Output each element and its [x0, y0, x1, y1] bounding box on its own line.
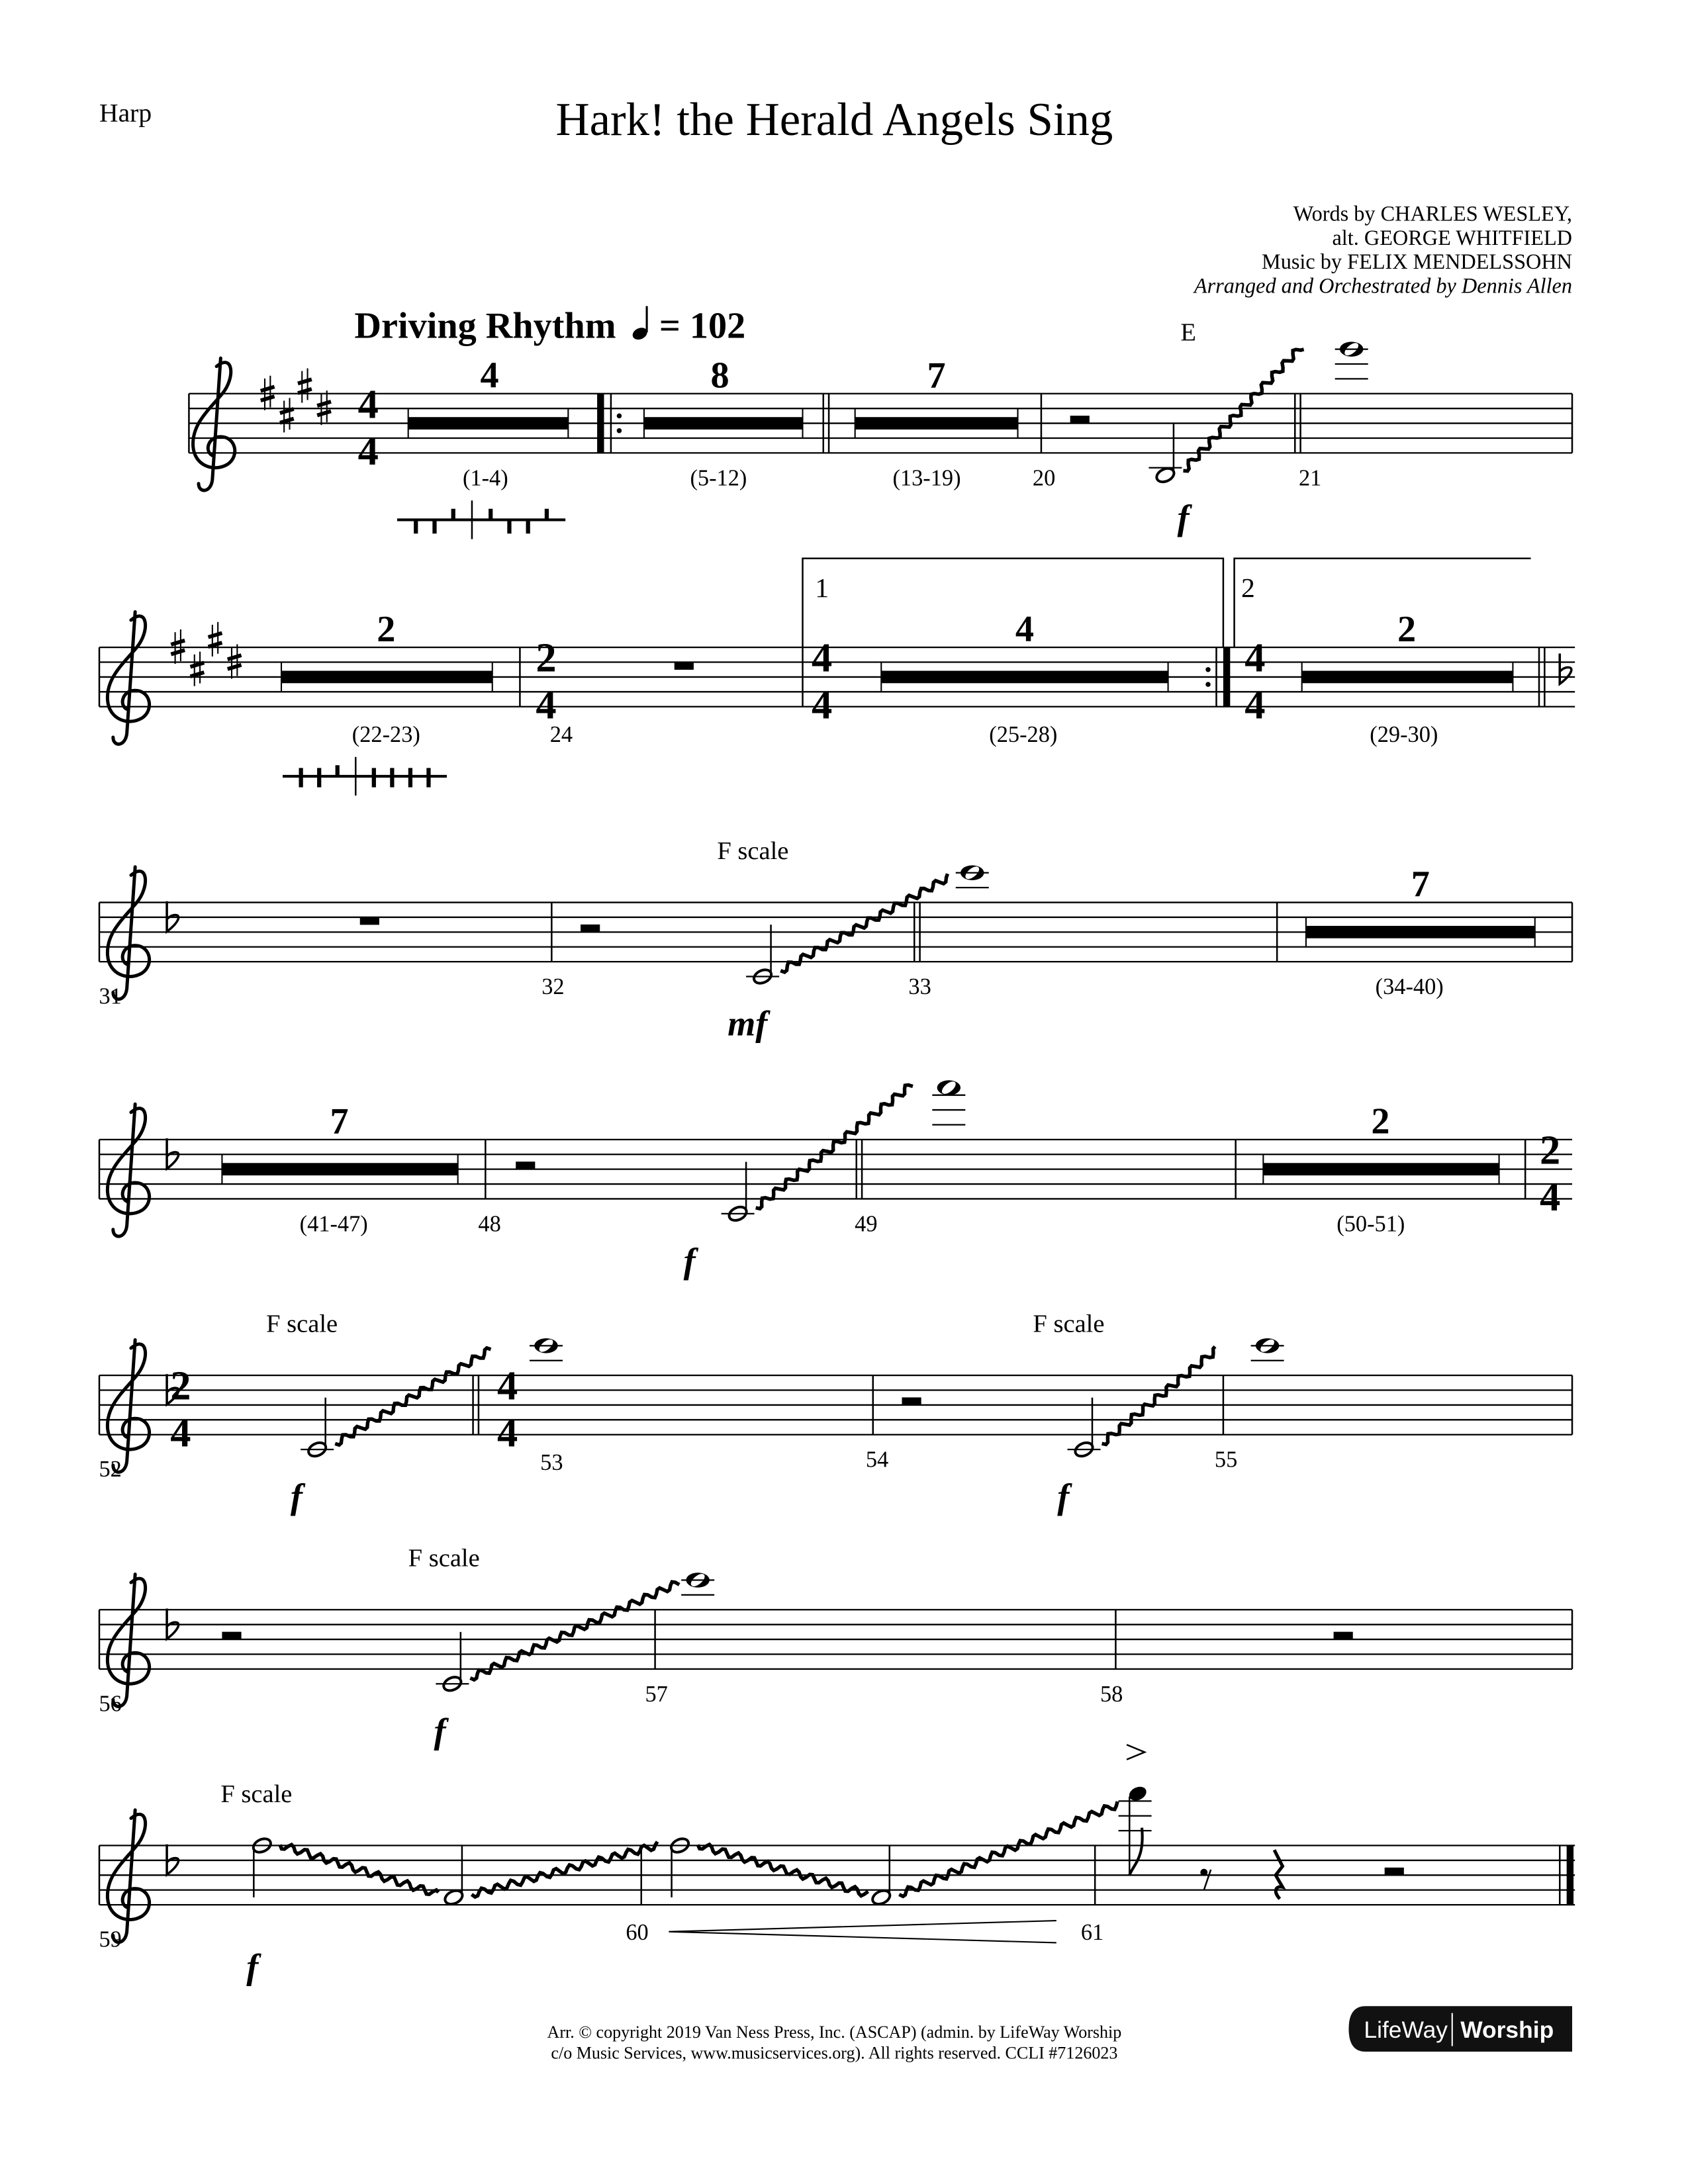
treble-clef-icon — [107, 1340, 149, 1472]
measure-number: 49 — [855, 1211, 878, 1237]
credit-words: Words by CHARLES WESLEY, — [1293, 201, 1572, 226]
system-7 — [99, 1745, 1575, 1986]
glissando-line — [335, 1348, 491, 1445]
measure-range: (25-28) — [989, 721, 1058, 747]
credit-alt: alt. GEORGE WHITFIELD — [1332, 225, 1572, 250]
sharp-icon — [298, 369, 312, 403]
treble-clef-icon — [107, 612, 149, 744]
glissando-line — [698, 1844, 868, 1895]
measure-number: 54 — [865, 1447, 889, 1473]
system-5 — [99, 1310, 1572, 1517]
glissando-line — [756, 1085, 913, 1208]
time-signature-top: 2 — [1540, 1126, 1561, 1173]
multirest-count: 7 — [927, 355, 946, 396]
measure-number: 32 — [541, 974, 565, 1000]
scale-label: F scale — [717, 837, 789, 865]
time-signature-bottom: 4 — [357, 428, 379, 475]
crescendo-hairpin — [669, 1921, 1056, 1942]
multirest-count: 4 — [1015, 608, 1034, 650]
measure-number: 21 — [1298, 465, 1322, 491]
treble-clef-icon — [107, 867, 149, 999]
sharp-bar — [298, 389, 312, 393]
multirest-count: 2 — [1397, 608, 1417, 650]
chord-label: E — [1180, 318, 1196, 347]
whole-rest — [675, 662, 694, 670]
repeat-dot — [617, 428, 622, 433]
sharp-bar — [209, 633, 222, 637]
flat-icon — [167, 1138, 179, 1169]
sharp-bar — [228, 655, 242, 659]
whole-rest — [360, 917, 379, 925]
copyright-line-2: c/o Music Services, www.musicservices.org). All rights reserved. CCLI #7126023 — [551, 2043, 1118, 2063]
half-rest — [516, 1161, 535, 1169]
measure-number: 58 — [1100, 1681, 1123, 1707]
time-signature-bottom: 4 — [812, 681, 833, 728]
time-signature-bottom: 4 — [1244, 681, 1266, 728]
tempo-text: Driving Rhythm — [354, 305, 616, 347]
sharp-bar — [261, 387, 275, 390]
measure-range: (1-4) — [462, 465, 508, 491]
credit-music: Music by FELIX MENDELSSOHN — [1262, 250, 1572, 274]
sharp-bar — [171, 650, 185, 654]
flat-icon — [1560, 654, 1571, 684]
half-note — [870, 1888, 892, 1907]
flat-icon — [167, 1844, 179, 1875]
measure-number: 31 — [99, 983, 122, 1009]
time-signature-bottom: 4 — [1540, 1173, 1561, 1220]
tempo-bpm: = 102 — [659, 305, 746, 347]
time-signature-top: 4 — [1244, 634, 1266, 681]
sharp-bar — [317, 402, 331, 406]
glissando-line — [899, 1801, 1117, 1896]
half-rest — [902, 1397, 921, 1404]
volta-bracket-2 — [1235, 559, 1531, 647]
multirest-count: 7 — [330, 1101, 349, 1142]
repeat-dot — [1205, 667, 1211, 672]
half-rest — [1385, 1868, 1404, 1875]
measure-number: 24 — [549, 721, 573, 747]
dynamic-marking: mf — [727, 1003, 768, 1044]
eighth-flag — [1129, 1828, 1142, 1876]
sharp-bar — [261, 396, 275, 400]
measure-range: (29-30) — [1370, 721, 1438, 747]
time-signature-bottom: 4 — [170, 1409, 191, 1456]
dynamic-marking: f — [246, 1946, 259, 1987]
glissando-line — [780, 874, 947, 972]
repeat-dot — [617, 414, 622, 418]
dynamic-marking: f — [1177, 498, 1190, 537]
tempo-marking — [354, 305, 745, 346]
credit-arranger: Arranged and Orchestrated by Dennis Allen — [1194, 273, 1572, 298]
glissando-line — [280, 1844, 438, 1894]
time-signature-top: 4 — [497, 1362, 518, 1409]
measure-range: (41-47) — [299, 1211, 368, 1237]
volta-label: 1 — [815, 573, 829, 604]
measure-range: (34-40) — [1375, 974, 1444, 1000]
measure-number: 48 — [478, 1211, 501, 1237]
sharp-bar — [191, 662, 205, 666]
measure-range: (22-23) — [352, 721, 420, 747]
measure-range: (5-12) — [690, 465, 747, 491]
sharp-bar — [209, 643, 222, 647]
sharp-bar — [191, 672, 205, 676]
measure-range: (50-51) — [1336, 1211, 1405, 1237]
treble-clef-icon — [107, 1104, 149, 1236]
treble-clef-icon — [193, 358, 235, 490]
measure-number: 20 — [1032, 465, 1056, 491]
logo-left-text: LifeWay — [1364, 2017, 1448, 2044]
sharp-bar — [280, 409, 294, 413]
measure-number: 61 — [1080, 1920, 1104, 1946]
sharp-icon — [209, 622, 222, 657]
measure-number: 52 — [99, 1457, 122, 1482]
repeat-dot — [1205, 682, 1211, 686]
dynamic-marking: f — [683, 1240, 696, 1281]
copyright-line-1: Arr. © copyright 2019 Van Ness Press, Inc. (ASCAP) (admin. by LifeWay Worship — [547, 2023, 1122, 2042]
sharp-bar — [317, 411, 331, 415]
dynamic-marking: f — [434, 1711, 446, 1751]
half-rest — [1070, 416, 1090, 423]
accent-icon — [1127, 1745, 1145, 1759]
multirest-count: 4 — [480, 355, 499, 396]
multirest-count: 8 — [710, 355, 729, 396]
treble-clef-icon — [107, 1810, 149, 1942]
credits — [1193, 201, 1572, 297]
system-6 — [99, 1545, 1572, 1751]
sharp-bar — [228, 665, 242, 669]
sharp-bar — [171, 641, 185, 645]
glissando-line — [472, 1842, 658, 1897]
measure-number: 53 — [540, 1449, 563, 1475]
sharp-icon — [280, 398, 294, 432]
half-rest — [1334, 1632, 1353, 1639]
half-note — [443, 1888, 465, 1907]
quarter-note-icon — [631, 306, 649, 342]
volta-bracket-1 — [803, 559, 1223, 647]
volta-label: 2 — [1241, 573, 1255, 604]
measure-range: (13-19) — [892, 465, 961, 491]
system-3 — [99, 837, 1572, 1044]
page-title: Hark! the Herald Angels Sing — [555, 94, 1113, 146]
time-signature-bottom: 4 — [536, 681, 557, 728]
dynamic-marking: f — [290, 1477, 303, 1517]
treble-clef-icon — [107, 1574, 149, 1707]
multirest-count: 2 — [1371, 1101, 1390, 1142]
part-name: Harp — [99, 98, 152, 128]
glissando-line — [470, 1582, 679, 1680]
half-rest — [581, 925, 600, 932]
multirest-count: 2 — [377, 608, 396, 650]
scale-label: F scale — [266, 1310, 338, 1338]
flat-icon — [167, 901, 179, 932]
sharp-icon — [191, 652, 205, 686]
time-signature-top: 2 — [170, 1362, 191, 1409]
publisher-logo — [1349, 2006, 1573, 2052]
sharp-bar — [280, 419, 294, 423]
measure-number: 33 — [908, 974, 931, 1000]
measure-number: 57 — [645, 1681, 668, 1707]
time-signature-top: 4 — [357, 381, 379, 428]
system-4 — [99, 1079, 1572, 1281]
multirest-count: 7 — [1411, 864, 1430, 905]
time-signature-top: 2 — [536, 634, 557, 681]
measure-number: 59 — [99, 1927, 122, 1952]
system-2 — [99, 559, 1575, 796]
half-rest — [222, 1632, 241, 1639]
logo-right-text: Worship — [1460, 2017, 1554, 2044]
flat-icon — [167, 1608, 179, 1639]
measure-number: 55 — [1214, 1447, 1238, 1473]
scale-label: F scale — [220, 1780, 293, 1808]
system-1 — [189, 319, 1572, 539]
sharp-bar — [298, 379, 312, 383]
time-signature-top: 4 — [812, 634, 833, 681]
glissando-line — [1102, 1347, 1215, 1445]
half-note — [1154, 466, 1176, 484]
scale-label: F scale — [408, 1544, 480, 1572]
time-signature-bottom: 4 — [497, 1409, 518, 1456]
measure-number: 60 — [626, 1920, 649, 1946]
measure-number: 56 — [99, 1691, 122, 1717]
dynamic-marking: f — [1057, 1477, 1070, 1517]
scale-label: F scale — [1033, 1310, 1105, 1338]
